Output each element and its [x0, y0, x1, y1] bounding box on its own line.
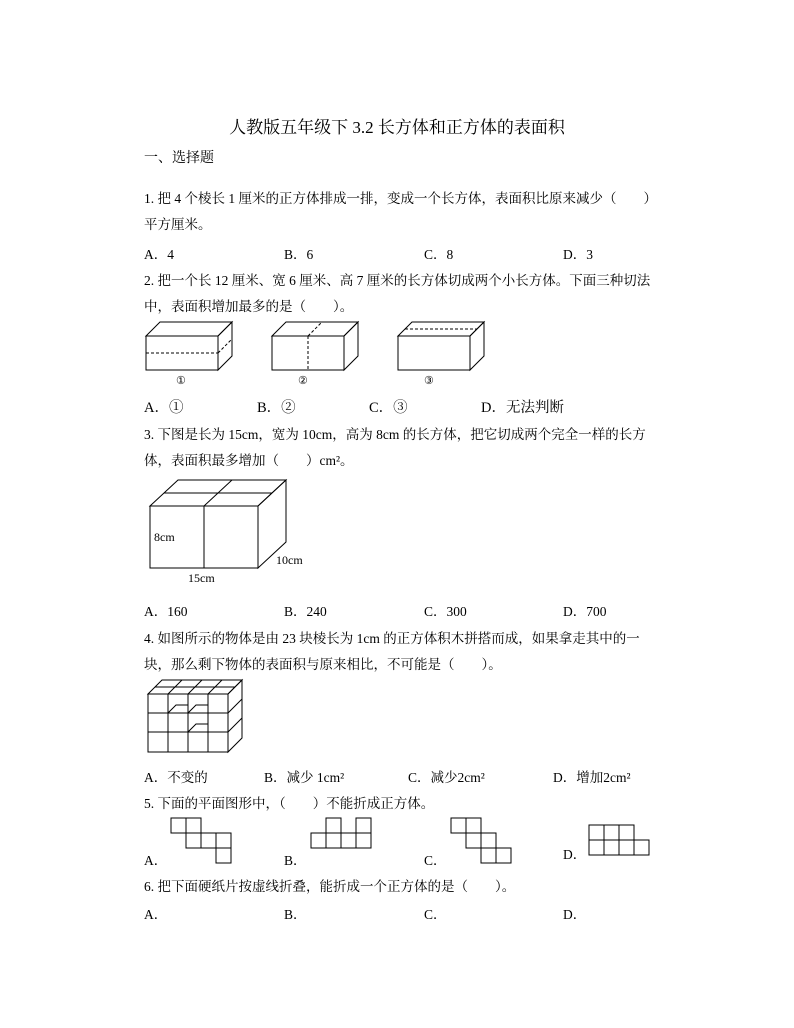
q1-option-c[interactable]: C．8	[424, 247, 454, 262]
q6-option-a[interactable]: A．	[144, 907, 168, 922]
q6-option-c[interactable]: C．	[424, 907, 447, 922]
q3-length-label: 15cm	[188, 571, 215, 585]
q4-text-line2: 块，那么剩下物体的表面积与原来相比，不可能是（ ）。	[144, 657, 502, 672]
q5-option-b[interactable]: B．	[284, 853, 307, 868]
q2-figure-2	[272, 320, 362, 390]
q5-net-d	[588, 824, 652, 858]
q6-option-d[interactable]: D．	[563, 907, 587, 922]
q3-height-label: 8cm	[154, 530, 175, 544]
q1-option-b[interactable]: B．6	[284, 247, 314, 262]
q1-text-line1: 1. 把 4 个棱长 1 厘米的正方体排成一排，变成一个长方体，表面积比原来减少（ ）	[144, 191, 657, 206]
q3-option-d[interactable]: D．700	[563, 604, 607, 619]
q3-width-label: 10cm	[276, 553, 303, 567]
q6-option-b[interactable]: B．	[284, 907, 307, 922]
q4-text-line1: 4. 如图所示的物体是由 23 块棱长为 1cm 的正方体积木拼搭而成，如果拿走其中的一	[144, 631, 640, 646]
q2-figure-3	[398, 320, 488, 390]
q5-net-a	[170, 817, 234, 865]
q4-option-a[interactable]: A．不变的	[144, 770, 208, 785]
q2-text-line2: 中，表面积增加最多的是（ ）。	[144, 299, 354, 314]
q5-net-c	[450, 817, 514, 865]
q1-option-a[interactable]: A．4	[144, 247, 174, 262]
q4-option-c[interactable]: C．减少2cm²	[408, 770, 485, 785]
q2-caption-1: ①	[176, 375, 186, 387]
q3-cuboid-figure	[150, 478, 290, 573]
q1-text-line2: 平方厘米。	[144, 217, 212, 232]
q5-net-b	[310, 817, 374, 865]
q2-text-line1: 2. 把一个长 12 厘米、宽 6 厘米、高 7 厘米的长方体切成两个小长方体。下面三种切法	[144, 273, 651, 288]
q3-option-c[interactable]: C．300	[424, 604, 467, 619]
q5-option-a[interactable]: A．	[144, 853, 168, 868]
section-heading: 一、选择题	[144, 151, 214, 166]
q2-caption-2: ②	[298, 375, 308, 387]
q2-option-b[interactable]: B．②	[257, 400, 296, 416]
q3-option-b[interactable]: B．240	[284, 604, 327, 619]
q2-figure-1	[146, 320, 236, 390]
q4-option-d[interactable]: D．增加2cm²	[553, 770, 631, 785]
q2-caption-3: ③	[424, 375, 434, 387]
q3-text-line2: 体，表面积最多增加（ ）cm²。	[144, 453, 354, 468]
q3-text-line1: 3. 下图是长为 15cm，宽为 10cm，高为 8cm 的长方体，把它切成两个完全一样的长方	[144, 427, 646, 442]
q2-option-a[interactable]: A．①	[144, 400, 184, 416]
q6-text-line1: 6. 把下面硬纸片按虚线折叠，能折成一个正方体的是（ ）。	[144, 879, 516, 894]
q1-option-d[interactable]: D．3	[563, 247, 593, 262]
q5-option-c[interactable]: C．	[424, 853, 447, 868]
q4-option-b[interactable]: B．减少 1cm²	[264, 770, 345, 785]
q2-option-c[interactable]: C．③	[369, 400, 408, 416]
q2-option-d[interactable]: D．无法判断	[481, 400, 564, 416]
q3-option-a[interactable]: A．160	[144, 604, 188, 619]
q5-option-d[interactable]: D．	[563, 847, 587, 862]
q4-cube-stack-figure	[146, 676, 246, 756]
q5-text-line1: 5. 下面的平面图形中，（ ）不能折成正方体。	[144, 796, 435, 811]
page-title: 人教版五年级下 3.2 长方体和正方体的表面积	[229, 118, 565, 137]
